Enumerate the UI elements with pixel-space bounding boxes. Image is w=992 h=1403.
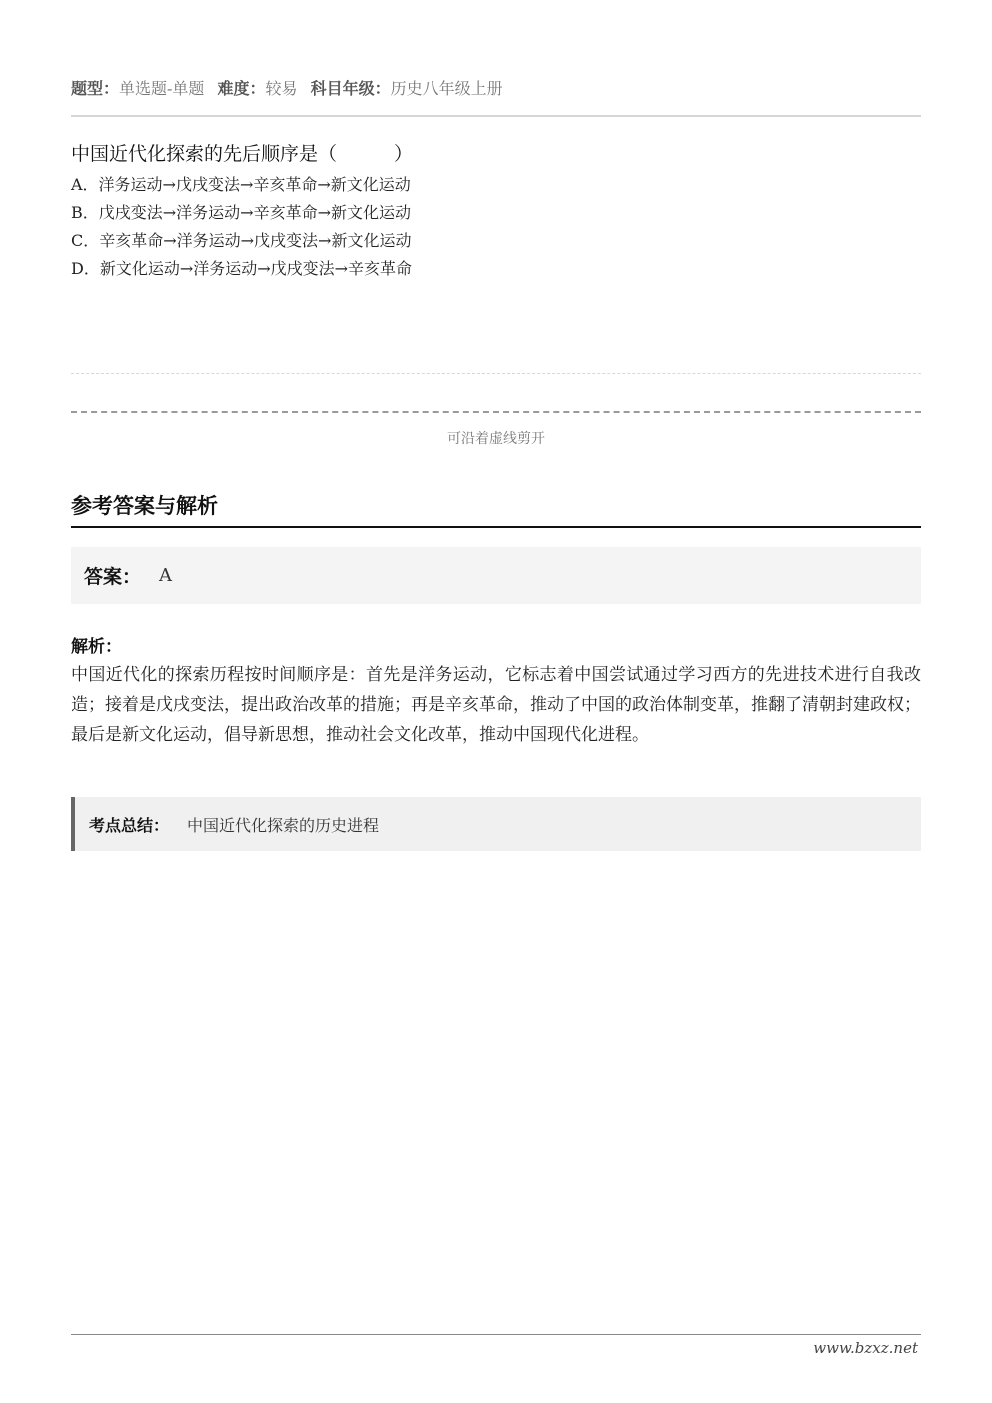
meta-divider [71,115,921,117]
key-point-value: 中国近代化探索的历史进程 [187,815,380,835]
explanation-text: 中国近代化的探索历程按时间顺序是：首先是洋务运动，它标志着中国尝试通过学习西方的先进技术进行自我改造；接着是戊戌变法，提出政治改革的措施；再是辛亥革命，推动了中国的政治体制变革，推翻了清朝封建政权；最后是新文化运动，倡导新思想，推动社会文化改革，推动中国现代化进程。 [71,665,921,745]
option-d: D．新文化运动→洋务运动→戊戌变法→辛亥革命 [71,259,413,278]
question-meta [71,78,921,100]
option-a: A．洋务运动→戊戌变法→辛亥革命→新文化运动 [71,175,411,194]
type-value: 单选题-单题 [119,79,205,98]
footer-divider [71,1334,921,1335]
question-block [71,141,921,283]
subject-label: 科目年级： [310,79,391,98]
option-b: B．戊戌变法→洋务运动→辛亥革命→新文化运动 [71,203,411,222]
answer-box [71,547,921,604]
difficulty-value: 较易 [265,79,298,98]
light-dashed-line [71,373,921,374]
key-point-label: 考点总结： [89,815,170,835]
cut-dashed-line [71,411,921,413]
key-point-box [71,797,921,851]
answer-section-divider [71,526,921,528]
option-c: C．辛亥革命→洋务运动→戊戌变法→新文化运动 [71,231,412,250]
subject-value: 历史八年级上册 [390,79,503,98]
difficulty-label: 难度： [217,79,266,98]
footer-site: www.bzxz.net [813,1339,918,1357]
question-stem: 中国近代化探索的先后顺序是（ ） [71,143,414,165]
answer-label: 答案： [84,566,142,588]
type-label: 题型： [71,79,120,98]
answer-section-title: 参考答案与解析 [71,494,218,518]
cut-hint: 可沿着虚线剪开 [447,431,545,447]
explanation-label: 解析： [71,637,122,657]
answer-value: A [159,565,173,586]
